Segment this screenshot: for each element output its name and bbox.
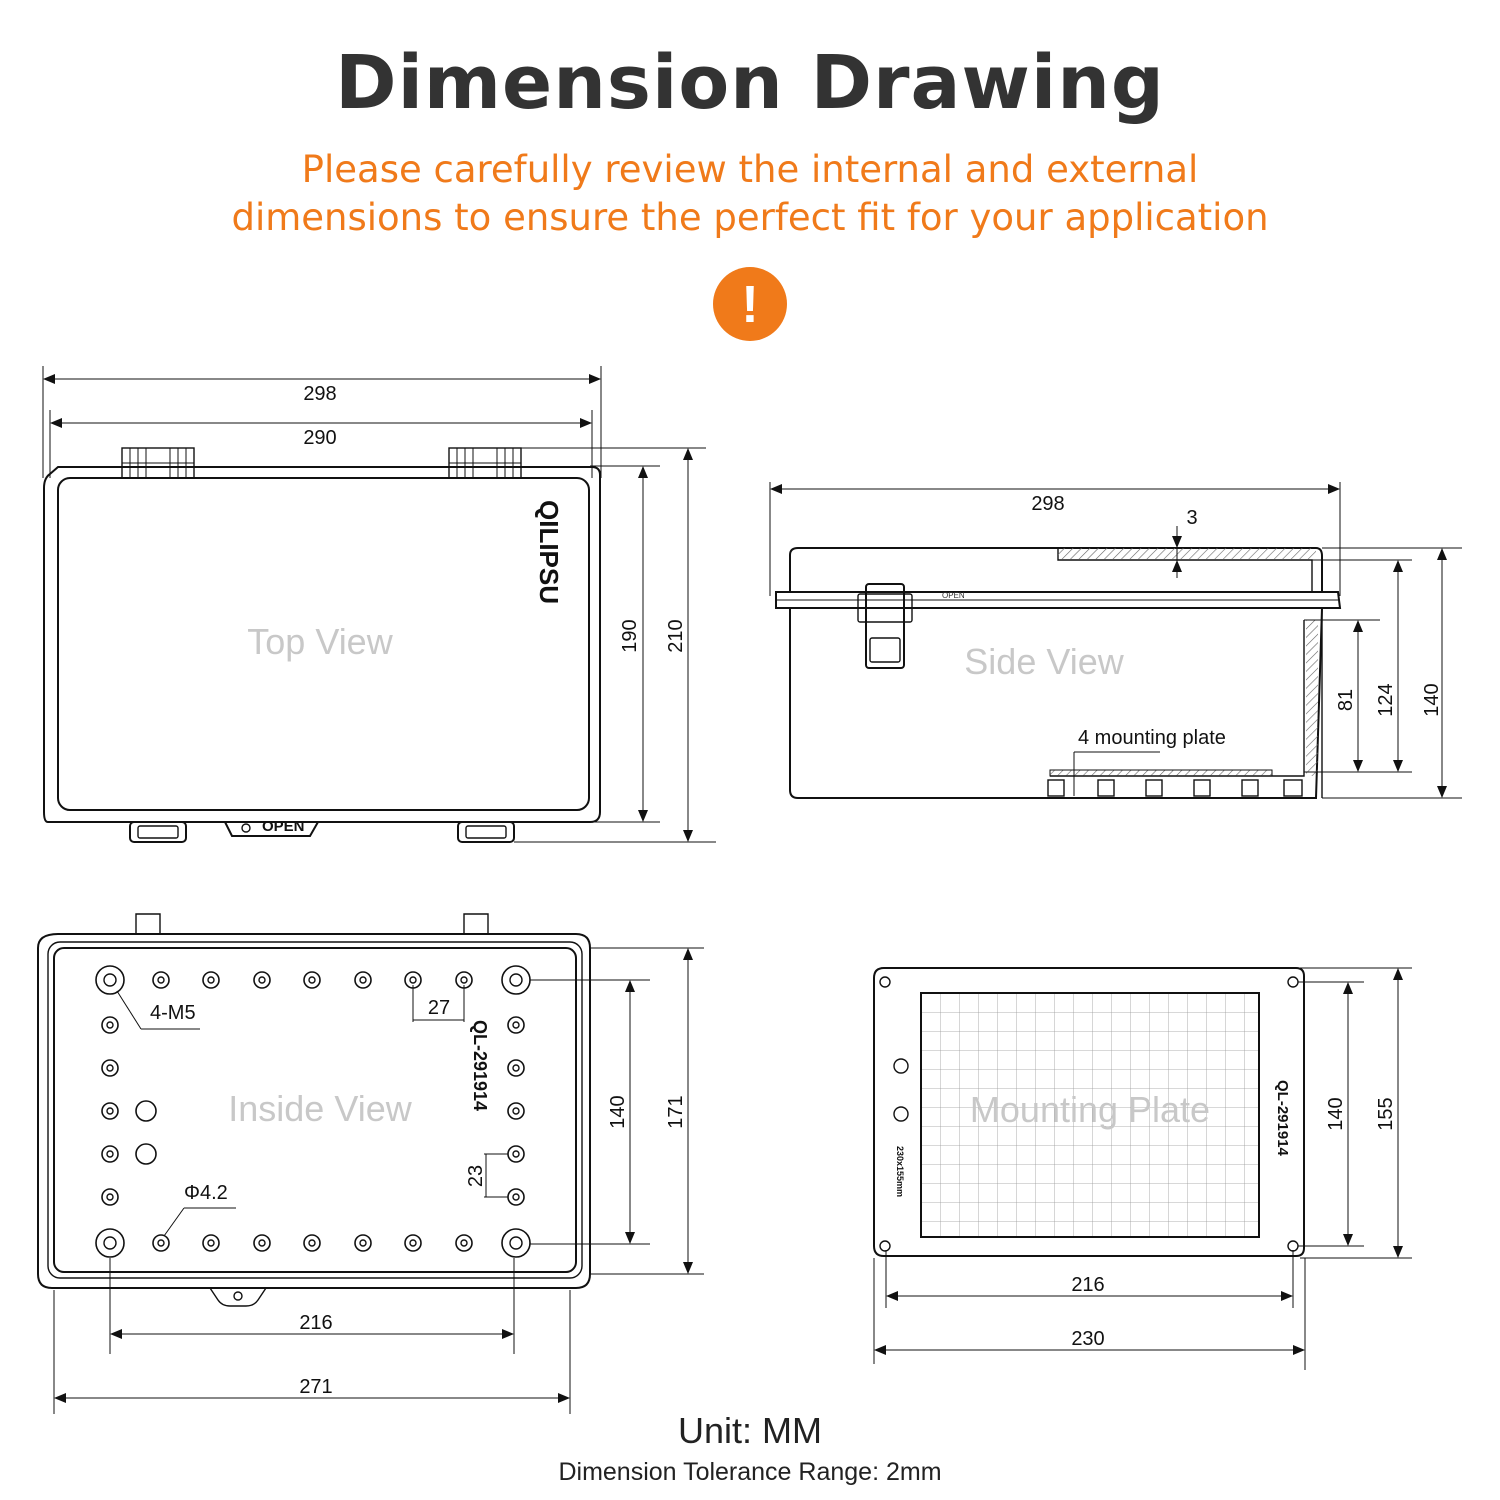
inside-hole-note: Φ4.2 — [184, 1182, 228, 1204]
mounting-plate-view — [874, 968, 1412, 1370]
side-latch — [858, 584, 912, 668]
plate-dim-216: 216 — [1071, 1274, 1105, 1296]
corner-screw-hole-center — [104, 1237, 116, 1249]
mounting-hole — [508, 1146, 524, 1162]
tolerance-label: Dimension Tolerance Range: 2mm — [558, 1458, 942, 1486]
side-mounting-note: 4 mounting plate — [1078, 727, 1226, 749]
mounting-hole — [355, 972, 371, 988]
mounting-hole-center — [309, 1240, 315, 1246]
mounting-hole-center — [107, 1108, 113, 1114]
plate-dim-140: 140 — [1325, 1097, 1347, 1131]
side-feet — [810, 780, 1302, 798]
mounting-hole — [203, 972, 219, 988]
unit-label: Unit: MM — [678, 1410, 822, 1451]
mounting-hole-center — [259, 977, 265, 983]
mounting-hole-center — [107, 1065, 113, 1071]
corner-screw-hole — [502, 1229, 530, 1257]
mounting-hole-center — [158, 977, 164, 983]
side-dim-3: 3 — [1186, 507, 1198, 529]
plate-view-label: Mounting Plate — [969, 1089, 1211, 1130]
mounting-hole-center — [360, 1240, 366, 1246]
top-dim-210: 210 — [665, 619, 687, 653]
corner-screw-hole — [96, 1229, 124, 1257]
mounting-hole-center — [107, 1022, 113, 1028]
plate-size-note: 230x155mm — [895, 1146, 905, 1198]
mounting-hole-center — [259, 1240, 265, 1246]
exclamation-glyph: ! — [741, 276, 759, 334]
corner-screw-hole-center — [510, 1237, 522, 1249]
mounting-hole-center — [513, 1151, 519, 1157]
top-brand-logo: QILIPSU — [534, 500, 564, 605]
top-open-label: OPEN — [262, 818, 305, 835]
knockout-hole — [136, 1101, 156, 1121]
plate-dim-230: 230 — [1071, 1328, 1105, 1350]
mounting-hole-center — [513, 1194, 519, 1200]
mounting-hole — [508, 1103, 524, 1119]
subtitle-line-1: Please carefully review the internal and external — [301, 148, 1199, 191]
mounting-hole — [102, 1189, 118, 1205]
mounting-hole-center — [513, 1022, 519, 1028]
inside-dim-23: 23 — [465, 1164, 487, 1188]
top-dim-298: 298 — [303, 383, 337, 405]
mounting-hole-center — [461, 977, 467, 983]
inside-view-label: Inside View — [228, 1088, 412, 1129]
side-dim-124: 124 — [1375, 683, 1397, 717]
corner-screw-hole — [502, 966, 530, 994]
mounting-hole — [203, 1235, 219, 1251]
mounting-hole — [153, 1235, 169, 1251]
inside-view — [38, 914, 704, 1414]
mounting-hole — [456, 1235, 472, 1251]
mounting-hole — [102, 1017, 118, 1033]
mounting-hole — [304, 972, 320, 988]
mounting-hole-center — [410, 977, 416, 983]
inside-dim-171: 171 — [665, 1095, 687, 1129]
mounting-hole — [102, 1146, 118, 1162]
corner-screw-hole-center — [104, 974, 116, 986]
mounting-hole-center — [513, 1108, 519, 1114]
mounting-hole-center — [309, 977, 315, 983]
side-dim-298: 298 — [1031, 493, 1065, 515]
top-hinge-left — [122, 448, 194, 478]
subtitle-line-2: dimensions to ensure the perfect fit for your application — [231, 196, 1269, 239]
mounting-hole — [153, 972, 169, 988]
mounting-hole-center — [513, 1065, 519, 1071]
mounting-hole-center — [360, 977, 366, 983]
mounting-hole-center — [208, 977, 214, 983]
mounting-hole — [102, 1103, 118, 1119]
top-dim-290: 290 — [303, 427, 337, 449]
side-dim-81: 81 — [1335, 688, 1357, 712]
mounting-hole-center — [158, 1240, 164, 1246]
side-view — [770, 482, 1462, 798]
mounting-hole — [254, 972, 270, 988]
mounting-hole — [254, 1235, 270, 1251]
page-title: Dimension Drawing — [335, 40, 1165, 126]
knockout-hole — [136, 1144, 156, 1164]
side-open-label: OPEN — [942, 591, 965, 600]
plate-model-label: QL-291914 — [1274, 1080, 1291, 1156]
inside-dim-140: 140 — [607, 1095, 629, 1129]
mounting-hole — [508, 1017, 524, 1033]
top-hinge-right — [449, 448, 521, 478]
inside-dim-216: 216 — [299, 1312, 333, 1334]
mounting-hole-center — [410, 1240, 416, 1246]
top-view-label: Top View — [247, 621, 393, 662]
top-view — [43, 366, 716, 842]
mounting-hole — [508, 1060, 524, 1076]
mounting-hole — [355, 1235, 371, 1251]
corner-screw-hole-center — [510, 974, 522, 986]
top-dim-190: 190 — [619, 619, 641, 653]
mounting-hole-center — [107, 1151, 113, 1157]
plate-dim-155: 155 — [1375, 1097, 1397, 1131]
mounting-hole-center — [107, 1194, 113, 1200]
mounting-hole — [304, 1235, 320, 1251]
corner-screw-hole — [96, 966, 124, 994]
inside-dim-27: 27 — [427, 997, 451, 1019]
mounting-hole-center — [461, 1240, 467, 1246]
inside-dim-271: 271 — [299, 1376, 333, 1398]
side-view-label: Side View — [964, 641, 1124, 682]
mounting-hole-center — [208, 1240, 214, 1246]
mounting-hole — [405, 1235, 421, 1251]
inside-screw-note: 4-M5 — [150, 1002, 196, 1024]
inside-model-label: QL-291914 — [470, 1020, 490, 1112]
side-dim-140: 140 — [1421, 683, 1443, 717]
mounting-hole — [102, 1060, 118, 1076]
mounting-hole — [508, 1189, 524, 1205]
